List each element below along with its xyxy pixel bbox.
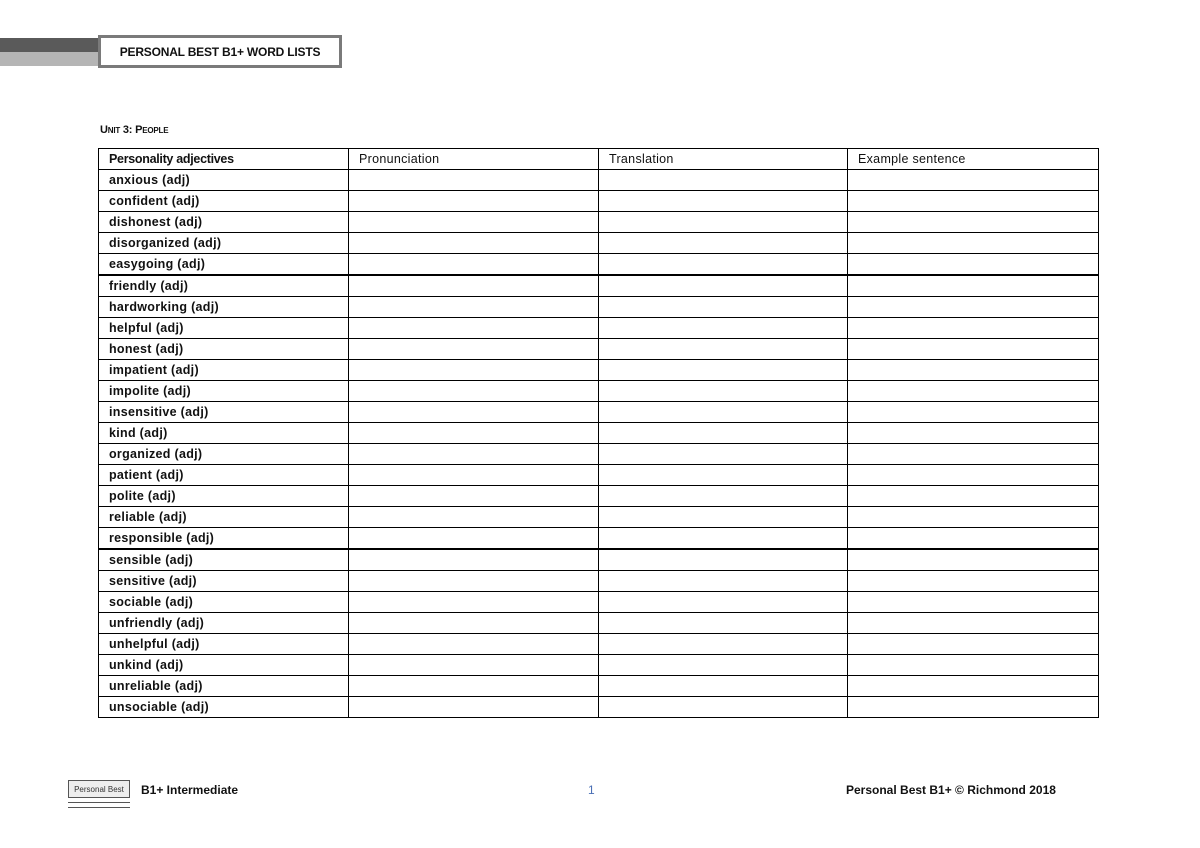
pronunciation-cell <box>349 465 599 486</box>
word-cell: responsible (adj) <box>99 528 349 550</box>
table-row <box>99 233 1099 254</box>
pronunciation-cell <box>349 254 599 276</box>
example-sentence-cell <box>848 444 1099 465</box>
translation-cell <box>599 592 848 613</box>
pronunciation-cell <box>349 676 599 697</box>
translation-cell <box>599 191 848 212</box>
column-header-pronunciation: Pronunciation <box>349 149 599 170</box>
footer-page-number: 1 <box>588 783 595 797</box>
word-cell: impatient (adj) <box>99 360 349 381</box>
table-row <box>99 676 1099 697</box>
table-row <box>99 697 1099 718</box>
table-row <box>99 212 1099 233</box>
translation-cell <box>599 444 848 465</box>
word-rows <box>99 170 1099 718</box>
column-header-example-sentence: Example sentence <box>848 149 1099 170</box>
example-sentence-cell <box>848 381 1099 402</box>
word-cell: sensible (adj) <box>99 549 349 571</box>
word-cell: easygoing (adj) <box>99 254 349 276</box>
pronunciation-cell <box>349 486 599 507</box>
example-sentence-cell <box>848 697 1099 718</box>
example-sentence-cell <box>848 465 1099 486</box>
translation-cell <box>599 423 848 444</box>
word-cell: unreliable (adj) <box>99 676 349 697</box>
table-row <box>99 634 1099 655</box>
table-row <box>99 655 1099 676</box>
translation-cell <box>599 465 848 486</box>
table-row <box>99 339 1099 360</box>
word-cell: kind (adj) <box>99 423 349 444</box>
example-sentence-cell <box>848 360 1099 381</box>
example-sentence-cell <box>848 507 1099 528</box>
pronunciation-cell <box>349 634 599 655</box>
header-bar-light <box>0 52 110 66</box>
example-sentence-cell <box>848 254 1099 276</box>
pronunciation-cell <box>349 444 599 465</box>
unit-title: Unit 3: People <box>100 124 169 136</box>
pronunciation-cell <box>349 655 599 676</box>
translation-cell <box>599 212 848 233</box>
translation-cell <box>599 360 848 381</box>
word-cell: impolite (adj) <box>99 381 349 402</box>
translation-cell <box>599 549 848 571</box>
word-cell: anxious (adj) <box>99 170 349 191</box>
pronunciation-cell <box>349 507 599 528</box>
word-cell: hardworking (adj) <box>99 297 349 318</box>
word-cell: organized (adj) <box>99 444 349 465</box>
translation-cell <box>599 297 848 318</box>
example-sentence-cell <box>848 275 1099 297</box>
pronunciation-cell <box>349 528 599 550</box>
column-header-translation: Translation <box>599 149 848 170</box>
table-row <box>99 254 1099 276</box>
logo-text: Personal Best <box>68 780 130 798</box>
table-row <box>99 275 1099 297</box>
example-sentence-cell <box>848 191 1099 212</box>
translation-cell <box>599 381 848 402</box>
pronunciation-cell <box>349 381 599 402</box>
table-row <box>99 402 1099 423</box>
translation-cell <box>599 170 848 191</box>
example-sentence-cell <box>848 613 1099 634</box>
table-header-row <box>99 149 1099 170</box>
table-row <box>99 423 1099 444</box>
translation-cell <box>599 318 848 339</box>
table-row <box>99 170 1099 191</box>
pronunciation-cell <box>349 191 599 212</box>
table-row <box>99 571 1099 592</box>
word-cell: dishonest (adj) <box>99 212 349 233</box>
pronunciation-cell <box>349 297 599 318</box>
word-cell: honest (adj) <box>99 339 349 360</box>
word-cell: unsociable (adj) <box>99 697 349 718</box>
table-row <box>99 360 1099 381</box>
example-sentence-cell <box>848 592 1099 613</box>
translation-cell <box>599 486 848 507</box>
word-cell: patient (adj) <box>99 465 349 486</box>
example-sentence-cell <box>848 170 1099 191</box>
example-sentence-cell <box>848 339 1099 360</box>
pronunciation-cell <box>349 402 599 423</box>
word-list-table <box>98 148 1099 718</box>
table-row <box>99 486 1099 507</box>
table-row <box>99 592 1099 613</box>
table-row <box>99 465 1099 486</box>
example-sentence-cell <box>848 528 1099 550</box>
translation-cell <box>599 676 848 697</box>
translation-cell <box>599 233 848 254</box>
footer-copyright: Personal Best B1+ © Richmond 2018 <box>846 783 1056 797</box>
translation-cell <box>599 254 848 276</box>
table-row <box>99 444 1099 465</box>
word-cell: disorganized (adj) <box>99 233 349 254</box>
translation-cell <box>599 655 848 676</box>
translation-cell <box>599 339 848 360</box>
translation-cell <box>599 697 848 718</box>
table-row <box>99 297 1099 318</box>
word-cell: sensitive (adj) <box>99 571 349 592</box>
pronunciation-cell <box>349 549 599 571</box>
word-cell: unfriendly (adj) <box>99 613 349 634</box>
example-sentence-cell <box>848 318 1099 339</box>
translation-cell <box>599 613 848 634</box>
pronunciation-cell <box>349 212 599 233</box>
word-cell: reliable (adj) <box>99 507 349 528</box>
header-decoration <box>0 38 110 68</box>
column-header-personality-adjectives: Personality adjectives <box>99 149 349 170</box>
word-cell: insensitive (adj) <box>99 402 349 423</box>
pronunciation-cell <box>349 275 599 297</box>
word-cell: friendly (adj) <box>99 275 349 297</box>
example-sentence-cell <box>848 549 1099 571</box>
pronunciation-cell <box>349 697 599 718</box>
logo-lines <box>68 800 130 810</box>
pronunciation-cell <box>349 571 599 592</box>
translation-cell <box>599 402 848 423</box>
pronunciation-cell <box>349 423 599 444</box>
example-sentence-cell <box>848 297 1099 318</box>
example-sentence-cell <box>848 212 1099 233</box>
table-row <box>99 381 1099 402</box>
example-sentence-cell <box>848 402 1099 423</box>
translation-cell <box>599 507 848 528</box>
example-sentence-cell <box>848 655 1099 676</box>
table-row <box>99 549 1099 571</box>
word-cell: unkind (adj) <box>99 655 349 676</box>
table-row <box>99 613 1099 634</box>
page-header-title: PERSONAL BEST B1+ WORD LISTS <box>98 35 342 68</box>
example-sentence-cell <box>848 423 1099 444</box>
pronunciation-cell <box>349 318 599 339</box>
header-bar-dark <box>0 38 110 52</box>
translation-cell <box>599 275 848 297</box>
pronunciation-cell <box>349 233 599 254</box>
example-sentence-cell <box>848 634 1099 655</box>
translation-cell <box>599 528 848 550</box>
pronunciation-cell <box>349 360 599 381</box>
pronunciation-cell <box>349 613 599 634</box>
translation-cell <box>599 634 848 655</box>
example-sentence-cell <box>848 486 1099 507</box>
table-row <box>99 528 1099 550</box>
table-row <box>99 191 1099 212</box>
example-sentence-cell <box>848 233 1099 254</box>
word-cell: helpful (adj) <box>99 318 349 339</box>
table-row <box>99 318 1099 339</box>
translation-cell <box>599 571 848 592</box>
example-sentence-cell <box>848 571 1099 592</box>
example-sentence-cell <box>848 676 1099 697</box>
pronunciation-cell <box>349 339 599 360</box>
word-cell: unhelpful (adj) <box>99 634 349 655</box>
word-cell: sociable (adj) <box>99 592 349 613</box>
table-row <box>99 507 1099 528</box>
footer-level: B1+ Intermediate <box>141 783 239 797</box>
pronunciation-cell <box>349 592 599 613</box>
pronunciation-cell <box>349 170 599 191</box>
word-cell: polite (adj) <box>99 486 349 507</box>
personal-best-logo <box>68 780 132 810</box>
word-cell: confident (adj) <box>99 191 349 212</box>
